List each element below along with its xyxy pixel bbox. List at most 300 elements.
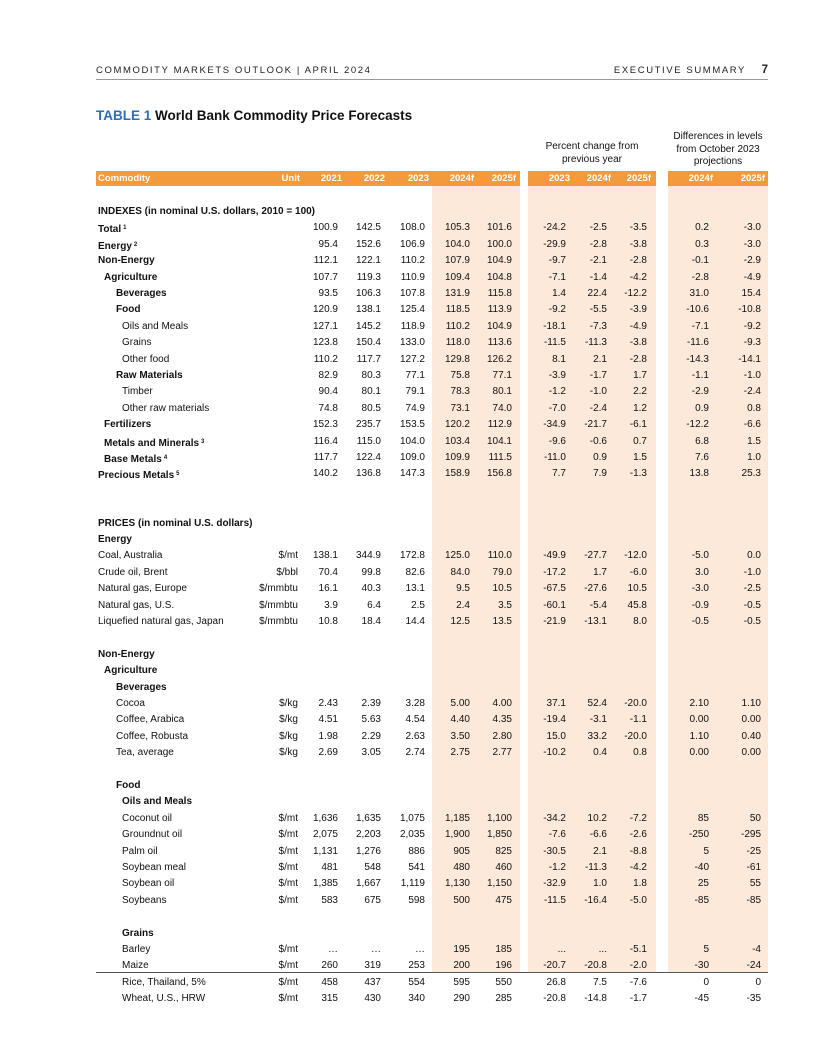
row-value: 115.8 — [487, 288, 512, 299]
row-value: -9.7 — [548, 255, 566, 267]
row-value: -21.7 — [584, 419, 607, 431]
row-value: 458 — [321, 976, 338, 988]
row-label-text: Maize — [122, 960, 149, 972]
row-unit: $/mt — [278, 976, 298, 988]
row-value: -11.3 — [584, 337, 607, 349]
row-value: -11.0 — [543, 452, 566, 463]
row-value: 2.10 — [689, 698, 709, 709]
row-value: 2.63 — [405, 730, 425, 742]
row-value: -5.4 — [589, 599, 607, 611]
row-value: 196 — [495, 960, 512, 972]
row-unit: $/mt — [278, 550, 298, 562]
row-label — [122, 926, 154, 942]
row-value: 0.00 — [741, 747, 761, 759]
row-unit: $/kg — [279, 698, 298, 709]
row-value: 2.5 — [411, 599, 425, 611]
row-label-text: Base Metals — [104, 454, 162, 465]
col-header-pct-2023: 2023 — [548, 173, 570, 184]
row-value: 0.3 — [695, 238, 709, 250]
row-value: -20.8 — [584, 960, 607, 972]
row-value: -1.4 — [589, 271, 607, 283]
row-value: -11.5 — [543, 337, 566, 349]
row-label — [122, 352, 169, 368]
row-value: -3.1 — [589, 714, 607, 726]
footnote-marker: 5 — [176, 471, 180, 478]
row-value: 1,635 — [355, 812, 381, 824]
column-gap — [520, 171, 528, 187]
col-header-2022: 2022 — [363, 173, 385, 184]
row-value: 1,667 — [355, 878, 381, 890]
row-value: 541 — [408, 862, 425, 873]
row-value: 8.1 — [552, 353, 566, 365]
footnote-marker: 1 — [123, 225, 127, 232]
row-value: 100.0 — [486, 238, 512, 250]
row-value: 260 — [321, 960, 338, 972]
row-value: 125.0 — [444, 550, 470, 562]
row-value: 110.2 — [445, 320, 470, 332]
row-value: 0.0 — [747, 550, 761, 562]
row-value: -1.1 — [629, 714, 647, 726]
row-label — [122, 319, 188, 335]
row-value: 5 — [703, 944, 709, 955]
row-label-text: Timber — [122, 386, 153, 398]
row-value: 116.4 — [313, 435, 338, 447]
row-label-text: Energy — [98, 240, 132, 252]
row-value: 0.8 — [747, 402, 761, 414]
row-value: -3.5 — [629, 222, 647, 234]
row-value: 0.2 — [695, 222, 709, 234]
row-unit: $/kg — [279, 730, 298, 742]
row-label — [98, 548, 162, 564]
row-label — [98, 614, 224, 630]
row-value: -1.0 — [743, 370, 761, 381]
row-value: -13.1 — [584, 616, 607, 627]
col-header-2024f: 2024f — [449, 173, 474, 184]
row-value: 142.5 — [355, 222, 381, 234]
row-value: -34.2 — [543, 812, 566, 824]
running-header-left: COMMODITY MARKETS OUTLOOK | APRIL 2024 — [96, 65, 372, 76]
row-value: 460 — [495, 862, 512, 873]
row-value: 1,119 — [400, 878, 425, 890]
row-value: 0.9 — [593, 452, 607, 463]
row-value: -9.6 — [548, 435, 566, 447]
row-value: 122.1 — [355, 255, 381, 267]
table-row — [96, 253, 768, 269]
row-value: 2.29 — [361, 730, 381, 742]
row-value: -7.1 — [548, 271, 566, 283]
row-value: 45.8 — [627, 599, 647, 611]
table-row — [96, 401, 768, 417]
row-label — [122, 893, 166, 909]
table-row — [96, 237, 768, 253]
row-value: 1.7 — [593, 566, 607, 578]
row-value: 1.4 — [552, 288, 566, 299]
row-value: 73.1 — [450, 402, 470, 414]
row-value: -3.8 — [629, 238, 647, 250]
row-value: 480 — [453, 862, 470, 873]
row-value: 13.1 — [405, 583, 425, 595]
row-value: -2.4 — [743, 386, 761, 398]
row-value: 77.1 — [405, 370, 425, 381]
row-label-text: Other food — [122, 353, 170, 365]
row-value: 104.9 — [486, 255, 512, 267]
table-number: TABLE 1 — [96, 108, 152, 123]
row-value: -4.2 — [629, 862, 647, 873]
row-value: 110.2 — [313, 353, 338, 365]
row-label-text: Food — [116, 780, 141, 791]
row-value: 195 — [453, 944, 470, 955]
row-label-text: Other raw materials — [122, 402, 210, 414]
row-value: -18.1 — [543, 320, 566, 332]
row-value: -1.0 — [743, 566, 761, 578]
table-row — [96, 270, 768, 286]
row-value: 2.2 — [633, 386, 647, 398]
row-value: 156.8 — [486, 468, 512, 480]
row-label-text: Total — [98, 224, 122, 236]
row-label — [98, 647, 155, 663]
row-value: -6.1 — [629, 419, 647, 431]
table-row — [96, 680, 768, 696]
row-value: 75.8 — [450, 370, 470, 381]
row-value: 74.9 — [405, 402, 425, 414]
row-label — [116, 712, 184, 728]
row-label — [116, 696, 145, 712]
row-value: 4.00 — [492, 698, 512, 709]
row-value: -1.2 — [548, 386, 566, 398]
row-value: 6.8 — [695, 435, 709, 447]
row-value: 583 — [321, 894, 338, 906]
col-header-2025f: 2025f — [491, 173, 516, 184]
row-value: 0 — [703, 976, 709, 988]
row-value: 18.4 — [361, 616, 381, 627]
row-value: 122.4 — [355, 452, 381, 463]
table-title-text: World Bank Commodity Price Forecasts — [155, 108, 413, 123]
row-value: 1.0 — [593, 878, 607, 890]
row-label — [98, 237, 137, 255]
table-row — [96, 647, 768, 663]
row-value: 285 — [495, 993, 512, 1005]
row-label — [98, 516, 252, 532]
table-row — [96, 876, 768, 892]
row-value: 77.1 — [492, 370, 512, 381]
table-row — [96, 909, 768, 925]
row-value: -21.9 — [543, 616, 566, 627]
row-value: -32.9 — [543, 878, 566, 890]
row-value: 7.5 — [593, 976, 607, 988]
row-value: 2.43 — [318, 698, 338, 709]
row-label — [122, 860, 186, 876]
row-value: 129.8 — [444, 353, 470, 365]
row-label-text: Oils and Meals — [122, 796, 193, 808]
row-value: -0.1 — [691, 255, 709, 267]
row-value: -7.2 — [629, 812, 647, 824]
row-label-text: Natural gas, Europe — [98, 583, 187, 595]
row-unit: $/mt — [278, 812, 298, 824]
row-value: 5 — [703, 845, 709, 857]
row-label — [116, 778, 140, 794]
row-value: -9.2 — [743, 320, 761, 332]
row-value: 26.8 — [546, 976, 566, 988]
table-row — [96, 483, 768, 499]
row-unit: $/mt — [278, 944, 298, 955]
row-value: 430 — [364, 993, 381, 1005]
col-header-commodity: Commodity — [98, 173, 151, 184]
row-value: 106.9 — [399, 238, 425, 250]
row-label-text: Beverages — [116, 288, 167, 299]
row-value: 2.77 — [492, 747, 512, 759]
row-label — [98, 565, 167, 581]
row-value: 15.0 — [546, 730, 566, 742]
row-label-text: Coffee, Robusta — [116, 730, 189, 742]
table-row — [96, 434, 768, 450]
row-value: -3.8 — [629, 337, 647, 349]
row-label-text: Natural gas, U.S. — [98, 599, 175, 611]
row-label — [122, 942, 150, 958]
row-value: -12.2 — [686, 419, 709, 431]
row-value: 290 — [453, 993, 470, 1005]
row-label-text: Metals and Minerals — [104, 437, 200, 449]
row-value: 2.69 — [318, 747, 338, 759]
row-label — [116, 729, 188, 745]
row-value: 104.1 — [486, 435, 512, 447]
row-label-text: Tea, average — [116, 747, 174, 759]
row-value: 40.3 — [361, 583, 381, 595]
row-value: -24.2 — [543, 222, 566, 234]
row-unit: $/mt — [278, 960, 298, 972]
row-value: -3.9 — [629, 304, 647, 316]
row-label-text: Raw Materials — [116, 370, 183, 381]
row-value: -0.6 — [589, 435, 607, 447]
row-label — [116, 745, 174, 761]
group-header-diff-levels: Differences in levels from October 2023 projections — [673, 131, 763, 167]
row-value: … — [415, 944, 425, 955]
row-unit: $/mmbtu — [259, 616, 298, 627]
row-value: 140.2 — [312, 468, 338, 480]
row-value: 5.00 — [450, 698, 470, 709]
row-unit: $/mt — [278, 878, 298, 890]
row-value: -14.3 — [686, 353, 709, 365]
running-header-right: EXECUTIVE SUMMARY — [613, 65, 746, 76]
row-label — [122, 794, 192, 810]
row-value: -34.9 — [543, 419, 566, 431]
row-label — [104, 270, 157, 286]
row-value: 80.1 — [361, 386, 381, 398]
row-value: 14.4 — [405, 616, 425, 627]
row-label — [104, 450, 167, 468]
row-value: 1,100 — [486, 812, 512, 824]
row-value: 0 — [755, 976, 761, 988]
row-value: 120.9 — [312, 304, 338, 316]
row-value: -49.9 — [543, 550, 566, 562]
row-label-text: Coffee, Arabica — [116, 714, 185, 726]
row-value: 22.4 — [587, 288, 607, 299]
row-value: 1,276 — [355, 845, 381, 857]
row-value: 0.00 — [689, 714, 709, 726]
row-value: -5.0 — [691, 550, 709, 562]
row-value: 31.0 — [689, 288, 709, 299]
col-header-2021: 2021 — [320, 173, 342, 184]
row-value: 109.9 — [444, 452, 470, 463]
row-value: 319 — [364, 960, 381, 972]
row-value: 1,150 — [486, 878, 512, 890]
table-bottom-rule — [96, 972, 768, 973]
col-header-pct-2025f: 2025f — [626, 173, 651, 184]
row-value: 126.2 — [486, 353, 512, 365]
row-value: -9.2 — [548, 304, 566, 316]
row-value: 3.0 — [695, 566, 709, 578]
row-value: -2.5 — [743, 583, 761, 595]
row-value: 7.7 — [552, 468, 566, 480]
row-value: 108.0 — [399, 222, 425, 234]
row-value: 153.5 — [399, 419, 425, 431]
row-value: -6.6 — [589, 829, 607, 841]
row-value: -1.7 — [629, 993, 647, 1005]
row-label-text: Crude oil, Brent — [98, 566, 168, 578]
row-value: 1.98 — [318, 730, 338, 742]
row-label — [98, 466, 180, 484]
row-value: -6.0 — [629, 566, 647, 578]
row-value: 85 — [697, 812, 709, 824]
row-value: -2.8 — [691, 271, 709, 283]
row-value: 475 — [495, 894, 512, 906]
row-value: 104.0 — [399, 435, 425, 447]
table-row — [96, 499, 768, 515]
row-value: 10.5 — [492, 583, 512, 595]
row-value: -0.9 — [691, 599, 709, 611]
row-value: -7.6 — [548, 829, 566, 841]
table-row — [96, 368, 768, 384]
row-value: -27.7 — [584, 550, 607, 562]
row-value: 4.54 — [405, 714, 425, 726]
row-value: 110.9 — [400, 271, 425, 283]
row-value: 5.63 — [361, 714, 381, 726]
row-value: 340 — [408, 993, 425, 1005]
row-label — [98, 532, 132, 548]
row-value: 120.2 — [444, 419, 470, 431]
row-label — [104, 417, 151, 433]
row-value: -10.6 — [686, 304, 709, 316]
row-value: 117.7 — [313, 452, 338, 463]
row-value: -2.0 — [629, 960, 647, 972]
row-value: 185 — [495, 944, 512, 955]
row-value: -4.9 — [629, 320, 647, 332]
row-label-text: Agriculture — [104, 665, 158, 677]
row-label — [116, 680, 167, 696]
table-row — [96, 844, 768, 860]
row-label-text: Agriculture — [104, 271, 158, 283]
row-value: -1.1 — [691, 370, 709, 381]
row-label — [116, 368, 183, 384]
row-value: -14.1 — [738, 353, 761, 365]
row-value: 1.5 — [633, 452, 647, 463]
row-value: 595 — [453, 976, 470, 988]
row-label-text: Grains — [122, 337, 152, 349]
row-unit: $/bbl — [276, 566, 298, 578]
row-value: 80.3 — [361, 370, 381, 381]
row-value: 0.8 — [633, 747, 647, 759]
page-number: 7 — [761, 64, 768, 76]
row-value: -295 — [740, 829, 761, 841]
row-value: 113.6 — [487, 337, 512, 349]
row-value: -5.1 — [629, 944, 647, 955]
row-value: 0.00 — [689, 747, 709, 759]
row-value: 110.2 — [400, 255, 425, 267]
row-value: -11.6 — [686, 337, 709, 349]
row-value: -0.5 — [743, 616, 761, 627]
row-value: -45 — [694, 993, 709, 1005]
row-value: 123.8 — [312, 337, 338, 349]
row-value: 101.6 — [486, 222, 512, 234]
row-label-text: Soybean meal — [122, 862, 186, 873]
row-value: 253 — [408, 960, 425, 972]
row-label — [122, 811, 172, 827]
row-value: 10.5 — [627, 583, 647, 595]
table-row — [96, 204, 768, 220]
row-value: -85 — [694, 894, 709, 906]
row-value: 0.4 — [593, 747, 607, 759]
row-value: 90.4 — [318, 386, 338, 398]
footnote-marker: 3 — [201, 438, 205, 445]
row-label-text: Barley — [122, 944, 151, 955]
table-row — [96, 302, 768, 318]
row-value: 1.8 — [633, 878, 647, 890]
row-label — [98, 253, 155, 269]
row-value: 200 — [453, 960, 470, 972]
row-value: -2.9 — [691, 386, 709, 398]
footnote-marker: 2 — [133, 241, 138, 248]
row-value: -29.9 — [543, 238, 566, 250]
row-value: 145.2 — [355, 320, 381, 332]
row-label — [122, 827, 182, 843]
row-label-text: Oils and Meals — [122, 320, 189, 332]
row-value: 4.35 — [492, 714, 512, 726]
row-value: -250 — [688, 829, 709, 841]
row-value: 13.5 — [492, 616, 512, 627]
row-value: -2.5 — [589, 222, 607, 234]
row-value: 1,075 — [399, 812, 425, 824]
row-value: 13.8 — [689, 468, 709, 480]
row-value: -9.3 — [743, 337, 761, 349]
row-value: 150.4 — [355, 337, 381, 349]
table-row — [96, 286, 768, 302]
row-value: 2.80 — [492, 730, 512, 742]
row-value: … — [371, 944, 381, 955]
table-row — [96, 630, 768, 646]
row-label — [122, 844, 158, 860]
row-value: -2.8 — [629, 255, 647, 267]
row-value: 315 — [321, 993, 338, 1005]
table-row — [96, 893, 768, 909]
row-value: 110.0 — [487, 550, 512, 562]
row-unit: $/mt — [278, 993, 298, 1005]
row-value: 25 — [697, 878, 709, 890]
row-label-text: Coal, Australia — [98, 550, 163, 562]
row-value: 115.0 — [356, 435, 381, 447]
row-label — [122, 876, 174, 892]
row-value: 79.0 — [492, 566, 512, 578]
row-value: 437 — [364, 976, 381, 988]
row-value: 344.9 — [355, 550, 381, 562]
row-value: 113.9 — [487, 304, 512, 316]
row-value: -3.0 — [743, 238, 761, 250]
row-value: -1.7 — [589, 370, 607, 381]
row-value: 4.40 — [450, 714, 470, 726]
row-label — [98, 220, 127, 238]
row-value: -20.8 — [543, 993, 566, 1005]
row-value: -2.6 — [629, 829, 647, 841]
row-value: -67.5 — [543, 583, 566, 595]
row-label — [122, 335, 151, 351]
